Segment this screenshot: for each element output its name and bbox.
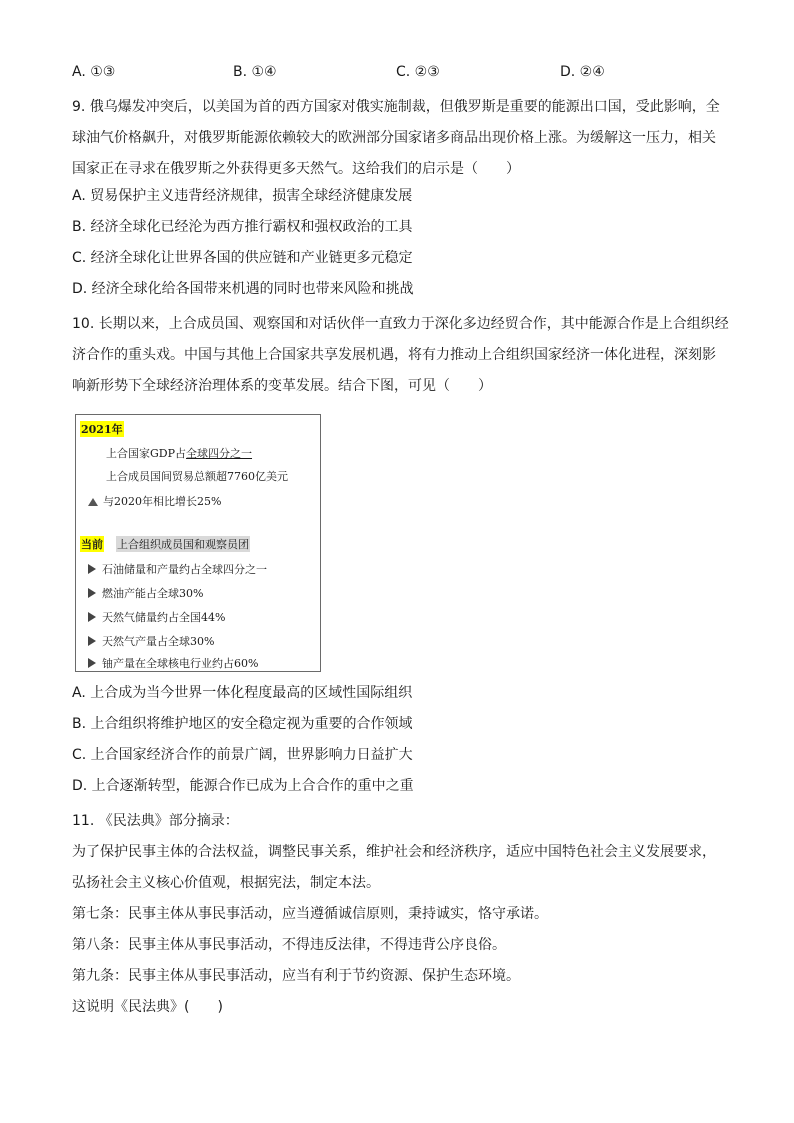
q8-option-d[interactable]: D. ②④	[560, 64, 605, 80]
figure-trade-line: 上合成员国间贸易总额超7760亿美元	[106, 470, 288, 483]
figure-item	[88, 585, 203, 601]
figure-item-text: 燃油产能占全球30%	[102, 587, 204, 600]
q11-stem-line: 第九条：民事主体从事民事活动，应当有利于节约资源、保护生态环境。	[72, 968, 520, 984]
figure-item-text: 天然气储量约占全国44%	[102, 611, 226, 624]
figure-item-text: 天然气产量占全球30%	[102, 635, 215, 648]
figure-growth-line	[88, 493, 221, 509]
q11-stem-line: 第八条：民事主体从事民事活动，不得违反法律，不得违背公序良俗。	[72, 937, 506, 953]
q10-stem	[72, 309, 728, 402]
q10-stem-line: 10. 长期以来，上合成员国、观察国和对话伙伴一直致力于深化多边经贸合作，其中能源合作是上合组织经	[72, 316, 729, 332]
figure-gdp-underlined: 全球四分之一	[186, 447, 253, 460]
q11-stem	[72, 806, 728, 1023]
q9-stem-line: 球油气价格飙升，对俄罗斯能源依赖较大的欧洲部分国家诸多商品出现价格上涨。为缓解这一压力，相关	[72, 130, 716, 146]
q9-stem-line: 9. 俄乌爆发冲突后，以美国为首的西方国家对俄实施制裁，但俄罗斯是重要的能源出口国，受此影响，全	[72, 99, 720, 115]
triangle-right-icon	[88, 564, 96, 574]
q9-choice-c[interactable]: C. 经济全球化让世界各国的供应链和产业链更多元稳定	[72, 250, 413, 266]
figure-gdp-line	[106, 445, 252, 461]
figure-gdp-prefix: 上合国家GDP占	[106, 447, 187, 460]
triangle-right-icon	[88, 636, 96, 646]
exam-page	[72, 64, 728, 1023]
triangle-right-icon	[88, 612, 96, 622]
q10-stem-line: 济合作的重头戏。中国与其他上合国家共享发展机遇，将有力推动上合组织国家经济一体化进程，深刻影	[72, 347, 716, 363]
q9-choice-b[interactable]: B. 经济全球化已经沦为西方推行霸权和强权政治的工具	[72, 219, 413, 235]
figure-year-label: 2021年	[81, 423, 123, 436]
q11-stem-line: 第七条：民事主体从事民事活动，应当遵循诚信原则，秉持诚实，恪守承诺。	[72, 906, 548, 922]
q8-option-c[interactable]: C. ②③	[396, 64, 440, 80]
q8-option-a[interactable]: A. ①③	[72, 64, 116, 80]
q9-choice-a[interactable]: A. 贸易保护主义违背经济规律，损害全球经济健康发展	[72, 188, 413, 204]
figure-growth-text: 与2020年相比增长25%	[103, 495, 222, 508]
figure-item	[88, 655, 258, 671]
triangle-right-icon	[88, 588, 96, 598]
figure-item-text: 铀产量在全球核电行业约占60%	[102, 657, 259, 670]
figure-org-label: 上合组织成员国和观察员团	[117, 538, 249, 551]
q10-choice-c[interactable]: C. 上合国家经济合作的前景广阔，世界影响力日益扩大	[72, 747, 413, 763]
q8-option-b[interactable]: B. ①④	[233, 64, 277, 80]
q11-stem-line: 弘扬社会主义核心价值观，根据宪法，制定本法。	[72, 875, 380, 891]
triangle-right-icon	[88, 658, 96, 668]
figure-item	[88, 561, 267, 577]
q11-stem-line: 11. 《民法典》部分摘录：	[72, 813, 239, 829]
sco-infographic	[75, 414, 321, 672]
triangle-up-icon	[88, 498, 98, 506]
q10-choice-a[interactable]: A. 上合成为当今世界一体化程度最高的区域性国际组织	[72, 685, 413, 701]
q11-stem-line: 这说明《民法典》( )	[72, 999, 223, 1015]
figure-item	[88, 609, 225, 625]
q8-options	[72, 64, 728, 86]
q10-stem-line: 响新形势下全球经济治理体系的变革发展。结合下图，可见（ ）	[72, 378, 492, 394]
q9-stem-line: 国家正在寻求在俄罗斯之外获得更多天然气。这给我们的启示是（ ）	[72, 161, 520, 177]
figure-item-text: 石油储量和产量约占全球四分之一	[102, 563, 267, 576]
q10-choice-b[interactable]: B. 上合组织将维护地区的安全稳定视为重要的合作领域	[72, 716, 413, 732]
q11-stem-line: 为了保护民事主体的合法权益，调整民事关系，维护社会和经济秩序，适应中国特色社会主义发展要求，	[72, 844, 716, 860]
q9-choice-d[interactable]: D. 经济全球化给各国带来机遇的同时也带来风险和挑战	[72, 281, 414, 297]
q10-choice-d[interactable]: D. 上合逐渐转型，能源合作已成为上合合作的重中之重	[72, 778, 414, 794]
figure-item	[88, 633, 214, 649]
figure-now-label: 当前	[81, 538, 103, 551]
q9-stem	[72, 92, 728, 185]
